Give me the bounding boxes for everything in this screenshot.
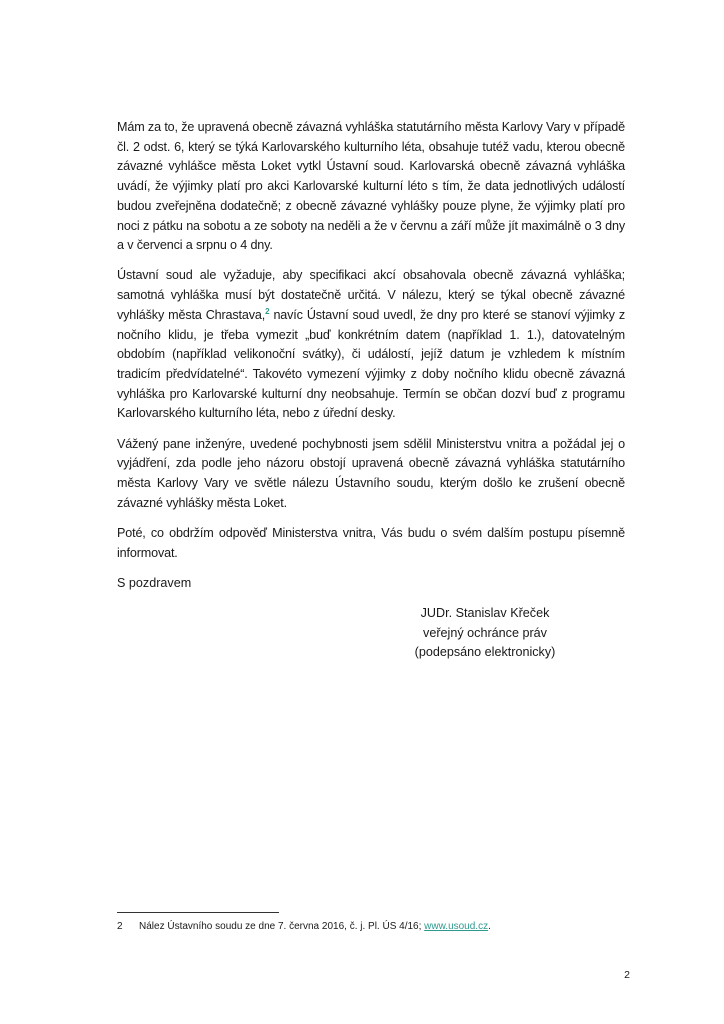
page-number: 2	[624, 969, 630, 981]
paragraph-2-part-1: Ústavní soud ale vyžaduje, aby specifikaci akcí obsahovala obecně závazná vyhláška; samotná vyhláška musí být dostatečně určitá. V nálezu, který se týkal obecně závazné vyhlášky města Chrastava,	[117, 268, 625, 322]
footnote-text: Nález Ústavního soudu ze dne 7. června 2016, č. j. Pl. ÚS 4/16;	[139, 921, 425, 932]
footnote	[117, 920, 637, 934]
signatory-name: JUDr. Stanislav Křeček	[420, 606, 550, 620]
paragraph-2-part-2: navíc Ústavní soud uvedl, že dny pro které se stanoví výjimky z nočního klidu, je třeba vymezit „buď konkrétním datem (například 1. 1.), datovatelným obdobím (například velikonoční svátky), či událostí, jejíž datum je vzhledem k místním tradicím předvídatelné“. Takovéto vymezení výjimky z doby nočního klidu obecně závazná vyhláška pro Karlovarské kulturní dny neobsahuje. Termín se občan dozví buď z programu Karlovarského kulturního léta, nebo z úřední desky.	[117, 307, 625, 421]
footnote-number: 2	[117, 921, 123, 932]
footnote-link[interactable]: www.usoud.cz	[424, 921, 489, 932]
signature-block	[380, 604, 590, 663]
signatory-role: veřejný ochránce práv	[423, 625, 547, 640]
signature-note: (podepsáno elektronicky)	[414, 645, 556, 660]
footnote-end: .	[488, 921, 491, 932]
paragraph-2	[117, 266, 625, 424]
letter-body	[117, 118, 625, 593]
paragraph-1: Mám za to, že upravená obecně závazná vyhláška statutárního města Karlovy Vary v případě čl. 2 odst. 6, který se týká Karlovarského kulturního léta, obsahuje tutéž vadu, kterou obecně závazné vyhlášce města Loket vytkl Ústavní soud. Karlovarská obecně závazná vyhláška uvádí, že výjimky platí pro akci Karlovarské kulturní léto s tím, že data jednotlivých událostí budou zveřejněna dodatečně; z obecně závazné vyhlášky pouze plyne, že výjimky platí pro noci z pátku na sobotu a ze soboty na neděli a že v červnu a září může jít maximálně o 3 dny a v červenci a srpnu o 4 dny.	[117, 120, 625, 253]
footnote-reference[interactable]: 2	[265, 306, 270, 316]
paragraph-4: Poté, co obdržím odpověď Ministerstva vnitra, Vás budu o svém dalším postupu písemně informovat.	[117, 525, 625, 560]
closing-salutation: S pozdravem	[117, 575, 192, 590]
paragraph-3: Vážený pane inženýre, uvedené pochybnosti jsem sdělil Ministerstvu vnitra a požádal jej o vyjádření, zda podle jeho názoru obstojí upravená obecně závazná vyhláška statutárního města Karlovy Vary ve světle nálezu Ústavního soudu, kterým došlo ke zrušení obecně závazné vyhlášky města Loket.	[117, 436, 625, 510]
footnote-divider	[117, 912, 279, 913]
